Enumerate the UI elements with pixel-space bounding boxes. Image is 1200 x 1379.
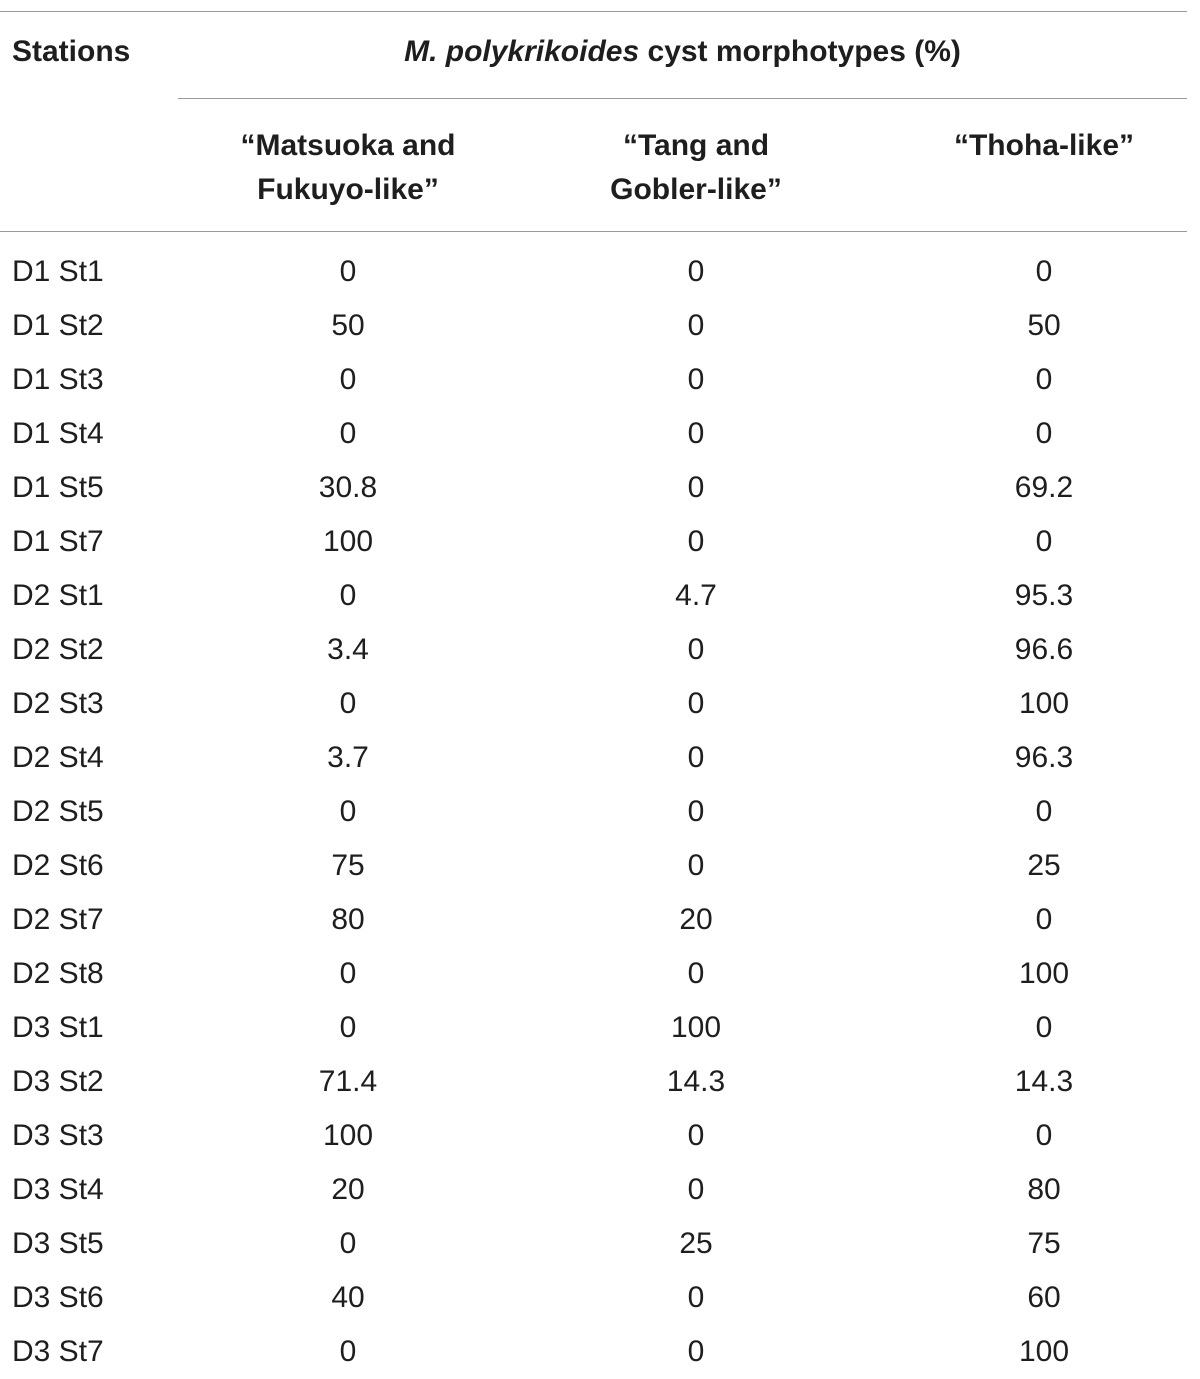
matsuoka-fukuyo-cell: 71.4 (318, 1065, 378, 1098)
group-header-rule (178, 98, 1187, 99)
station-cell: D2 St1 (12, 579, 104, 612)
thoha-cell: 0 (1035, 255, 1053, 288)
matsuoka-fukuyo-cell: 0 (339, 579, 357, 612)
tang-gobler-cell: 4.7 (675, 579, 717, 612)
tang-gobler-cell: 0 (687, 1281, 705, 1314)
matsuoka-fukuyo-cell: 0 (339, 687, 357, 720)
station-cell: D3 St3 (12, 1119, 104, 1152)
matsuoka-fukuyo-cell: 0 (339, 363, 357, 396)
matsuoka-fukuyo-cell: 50 (331, 309, 365, 342)
tang-gobler-cell: 0 (687, 525, 705, 558)
tang-gobler-cell: 0 (687, 957, 705, 990)
table-row (0, 353, 1200, 407)
station-cell: D3 St5 (12, 1227, 104, 1260)
station-cell: D2 St4 (12, 741, 104, 774)
station-cell: D3 St4 (12, 1173, 104, 1206)
table-row (0, 515, 1200, 569)
thoha-cell: 14.3 (1014, 1065, 1074, 1098)
column-header-thoha: “Thoha-like” (953, 129, 1134, 162)
table-row (0, 461, 1200, 515)
tang-gobler-cell: 0 (687, 417, 705, 450)
group-header (178, 30, 1187, 74)
matsuoka-fukuyo-cell: 0 (339, 417, 357, 450)
matsuoka-fukuyo-cell: 0 (339, 957, 357, 990)
matsuoka-fukuyo-cell: 75 (331, 849, 365, 882)
thoha-cell: 0 (1035, 363, 1053, 396)
table-row (0, 947, 1200, 1001)
tang-gobler-cell: 20 (679, 903, 713, 936)
thoha-cell: 100 (1018, 687, 1070, 720)
station-cell: D2 St3 (12, 687, 104, 720)
tang-gobler-cell: 0 (687, 849, 705, 882)
station-cell: D3 St6 (12, 1281, 104, 1314)
table-body (0, 245, 1200, 1379)
table-row (0, 569, 1200, 623)
tang-gobler-cell: 0 (687, 633, 705, 666)
matsuoka-fukuyo-cell: 0 (339, 255, 357, 288)
tang-gobler-cell: 0 (687, 363, 705, 396)
tang-gobler-cell: 0 (687, 741, 705, 774)
table-row (0, 299, 1200, 353)
table-row (0, 245, 1200, 299)
table-row (0, 1217, 1200, 1271)
station-cell: D2 St5 (12, 795, 104, 828)
table-row (0, 1325, 1200, 1379)
station-cell: D1 St2 (12, 309, 104, 342)
matsuoka-fukuyo-cell: 20 (331, 1173, 365, 1206)
table-row (0, 677, 1200, 731)
thoha-cell: 75 (1027, 1227, 1061, 1260)
matsuoka-fukuyo-cell: 40 (331, 1281, 365, 1314)
station-cell: D2 St7 (12, 903, 104, 936)
table-row (0, 893, 1200, 947)
station-cell: D1 St3 (12, 363, 104, 396)
table-row (0, 1109, 1200, 1163)
column-header-matsuoka-fukuyo: “Matsuoka and Fukuyo-like” (240, 129, 456, 206)
station-cell: D3 St7 (12, 1335, 104, 1368)
thoha-cell: 96.6 (1014, 633, 1074, 666)
table-top-rule (0, 11, 1187, 12)
thoha-cell: 100 (1018, 957, 1070, 990)
table-row (0, 1055, 1200, 1109)
tang-gobler-cell: 0 (687, 687, 705, 720)
table-row (0, 1163, 1200, 1217)
header-bottom-rule (0, 231, 1187, 232)
table-row (0, 1271, 1200, 1325)
tang-gobler-cell: 0 (687, 795, 705, 828)
thoha-cell: 0 (1035, 795, 1053, 828)
station-cell: D1 St5 (12, 471, 104, 504)
tang-gobler-cell: 14.3 (666, 1065, 726, 1098)
thoha-cell: 0 (1035, 417, 1053, 450)
matsuoka-fukuyo-cell: 0 (339, 1227, 357, 1260)
matsuoka-fukuyo-cell: 80 (331, 903, 365, 936)
thoha-cell: 0 (1035, 1011, 1053, 1044)
tang-gobler-cell: 0 (687, 1335, 705, 1368)
thoha-cell: 95.3 (1014, 579, 1074, 612)
station-cell: D2 St6 (12, 849, 104, 882)
tang-gobler-cell: 100 (670, 1011, 722, 1044)
table-row (0, 623, 1200, 677)
matsuoka-fukuyo-cell: 100 (322, 525, 374, 558)
thoha-cell: 96.3 (1014, 741, 1074, 774)
thoha-cell: 0 (1035, 525, 1053, 558)
thoha-cell: 69.2 (1014, 471, 1074, 504)
table-row (0, 407, 1200, 461)
thoha-cell: 0 (1035, 1119, 1053, 1152)
tang-gobler-cell: 25 (679, 1227, 713, 1260)
station-cell: D3 St2 (12, 1065, 104, 1098)
group-header-species: M. polykrikoides (404, 35, 640, 68)
tang-gobler-cell: 0 (687, 309, 705, 342)
table-row (0, 731, 1200, 785)
station-cell: D2 St8 (12, 957, 104, 990)
group-header-text: cyst morphotypes (%) (639, 35, 961, 68)
station-cell: D2 St2 (12, 633, 104, 666)
stations-header: Stations (12, 35, 131, 68)
station-cell: D3 St1 (12, 1011, 104, 1044)
matsuoka-fukuyo-cell: 0 (339, 1011, 357, 1044)
matsuoka-fukuyo-cell: 3.4 (327, 633, 369, 666)
matsuoka-fukuyo-cell: 0 (339, 795, 357, 828)
table-row (0, 839, 1200, 893)
table-row (0, 1001, 1200, 1055)
table-row (0, 785, 1200, 839)
thoha-cell: 25 (1027, 849, 1061, 882)
station-cell: D1 St7 (12, 525, 104, 558)
thoha-cell: 100 (1018, 1335, 1070, 1368)
tang-gobler-cell: 0 (687, 471, 705, 504)
thoha-cell: 0 (1035, 903, 1053, 936)
matsuoka-fukuyo-cell: 3.7 (327, 741, 369, 774)
tang-gobler-cell: 0 (687, 255, 705, 288)
tang-gobler-cell: 0 (687, 1173, 705, 1206)
thoha-cell: 60 (1027, 1281, 1061, 1314)
tang-gobler-cell: 0 (687, 1119, 705, 1152)
station-cell: D1 St4 (12, 417, 104, 450)
matsuoka-fukuyo-cell: 30.8 (318, 471, 378, 504)
column-header-tang-gobler: “Tang and Gobler-like” (610, 129, 782, 206)
thoha-cell: 80 (1027, 1173, 1061, 1206)
thoha-cell: 50 (1027, 309, 1061, 342)
station-cell: D1 St1 (12, 255, 104, 288)
matsuoka-fukuyo-cell: 100 (322, 1119, 374, 1152)
matsuoka-fukuyo-cell: 0 (339, 1335, 357, 1368)
